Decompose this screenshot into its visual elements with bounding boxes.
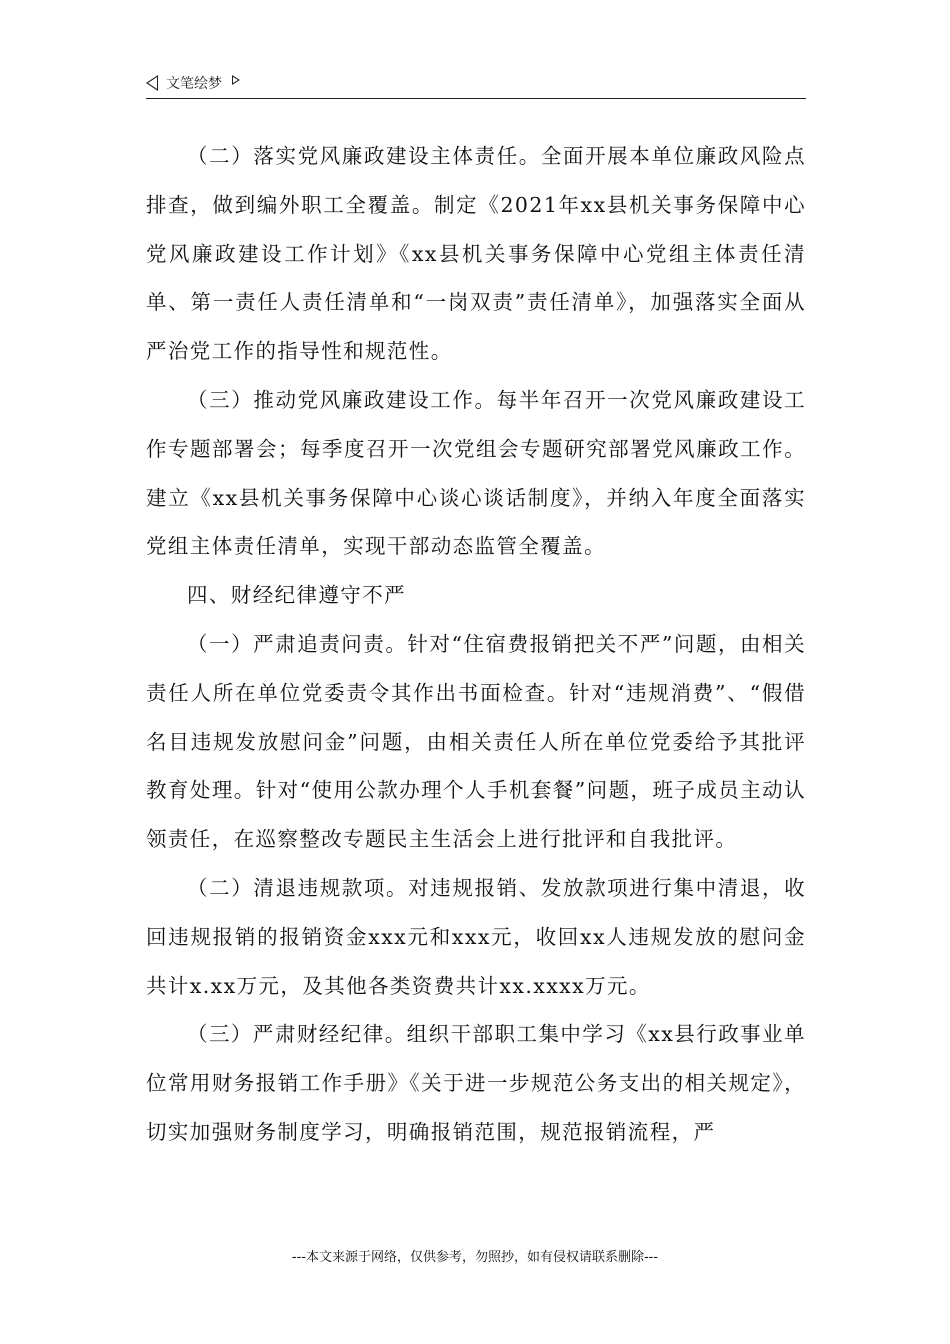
triangle-right-icon (232, 75, 240, 85)
document-body (146, 132, 806, 1157)
header-row (146, 72, 806, 94)
page-header (146, 72, 806, 99)
paragraph: （三）严肃财经纪律。组织干部职工集中学习《xx县行政事业单位常用财务报销工作手册》《关于进一步规范公务支出的相关规定》，切实加强财务制度学习，明确报销范围，规范报销流程，严 (146, 1022, 806, 1144)
triangle-left-icon (146, 75, 158, 91)
page-footer-disclaimer: ---本文来源于网络，仅供参考，勿照抄，如有侵权请联系删除--- (291, 1250, 659, 1265)
paragraph: （二）落实党风廉政建设主体责任。全面开展本单位廉政风险点排查，做到编外职工全覆盖。制定《2021年xx县机关事务保障中心党风廉政建设工作计划》《xx县机关事务保障中心党组主体责任清单、第一责任人责任清单和“一岗双责”责任清单》，加强落实全面从严治党工作的指导性和规范性。 (146, 144, 806, 364)
paragraph: （一）严肃追责问责。针对“住宿费报销把关不严”问题，由相关责任人所在单位党委责令其作出书面检查。针对“违规消费”、“假借名目违规发放慰问金”问题，由相关责任人所在单位党委给予其批评教育处理。针对“使用公款办理个人手机套餐”问题，班子成员主动认领责任，在巡察整改专题民主生活会上进行批评和自我批评。 (146, 631, 806, 852)
header-title: 文笔绘梦 (166, 76, 222, 92)
section-heading: 四、财经纪律遵守不严 (187, 583, 406, 608)
paragraph: （二）清退违规款项。对违规报销、发放款项进行集中清退，收回违规报销的报销资金xxx元和xxx元，收回xx人违规发放的慰问金共计x.xx万元，及其他各类资费共计xx.xxxx万元。 (146, 875, 806, 998)
paragraph: （三）推动党风廉政建设工作。每半年召开一次党风廉政建设工作专题部署会；每季度召开一次党组会专题研究部署党风廉政工作。建立《xx县机关事务保障中心谈心谈话制度》，并纳入年度全面落实党组主体责任清单，实现干部动态监管全覆盖。 (146, 387, 806, 559)
